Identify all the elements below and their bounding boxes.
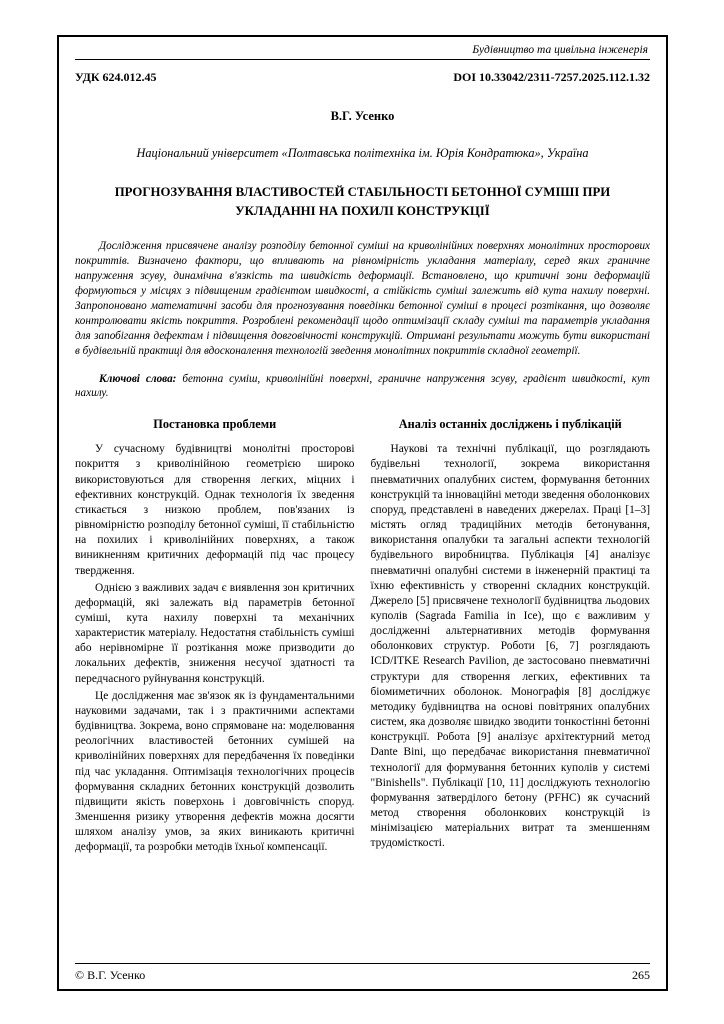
footer-row (75, 964, 650, 983)
left-paragraph-1: У сучасному будівництві монолітні просторові покриття з криволінійною геометрією широко використовуються для створення легких, міцних і ефективних конструкцій. Однак технологія їх зведення стикається з низкою проблем, пов'язаних із рівномірністю розподілу бетонної суміші, її стабільністю на похилих і криволінійних поверхнях, а також виникненням критичних деформацій під час процесу твердження. (75, 443, 355, 577)
header-rule (75, 59, 650, 60)
two-column-body (75, 417, 650, 857)
section-heading-analysis: Аналіз останніх досліджень і публікацій (398, 417, 622, 432)
footer-page-number: 265 (632, 968, 650, 982)
meta-row (75, 70, 650, 85)
keywords-label: Ключові слова: (99, 372, 177, 385)
left-paragraph-2: Однією з важливих задач є виявлення зон критичних деформацій, які залежать від параметрів бетонної суміші, кута нахилу поверхні та механічних характеристик матеріалу. Недостатня стабільність суміші або нерівномірне її розтікання може призводити до локальних дефектів, зниження несучої здатності та передчасного руйнування конструкцій. (75, 581, 355, 685)
journal-title: Будівництво та цивільна інженерія (472, 44, 648, 56)
section-heading-problem: Постановка проблеми (153, 417, 277, 432)
keywords-line (75, 372, 650, 402)
article-title: ПРОГНОЗУВАННЯ ВЛАСТИВОСТЕЙ СТАБІЛЬНОСТІ БЕТОННОЇ СУМІШІ ПРИ УКЛАДАННІ НА ПОХИЛІ КОНСТРУКЦІЇ (114, 185, 611, 219)
left-paragraph-3: Це дослідження має зв'язок як із фундаментальними науковими задачами, так і з практичними аспектами будівництва. Зокрема, воно спрямоване на: моделювання реологічних властивостей бетонних сумішей на криволінійних поверхнях для передбачення їх поведінки під час укладання. Оптимізація технологічних процесів формування складних бетонних конструкцій дозволить підвищити якість поверхонь і довговічність споруд. Зменшення ризику утворення дефектів можна досягти шляхом аналізу умов, за яких виникають критичні деформації, та розробки методів їхньої компенсації. (75, 689, 355, 854)
udc-code: УДК 624.012.45 (75, 70, 157, 84)
footer-copyright: © В.Г. Усенко (75, 968, 146, 982)
right-column (371, 417, 651, 857)
abstract-text: Дослідження присвячене аналізу розподілу бетонної суміші на криволінійних поверхнях монолітних просторових покриттів. Визначено фактори, що впливають на рівномірність укладання матеріалу, серед яких граничне напруження зсуву, динамічна в'язкість та швидкість деформації. Встановлено, що критичні зони деформацій формуються у місцях з підвищеним градієнтом швидкості, а стійкість суміші залежить від кута нахилу поверхні. Запропоновано математичні засоби для прогнозування поведінки бетонної суміші в процесі розтікання, що дозволяє контролювати якість покриття. Розроблені рекомендації щодо оптимізації складу суміші та параметрів укладання для запобігання дефектам і підвищення довговічності конструкцій. Отримані результати можуть бути використані в будівельній практиці для вдосконалення технологій зведення монолітних покриттів складної геометрії. (75, 240, 650, 357)
left-column (75, 417, 355, 857)
page-footer (75, 963, 650, 983)
right-paragraph-1: Наукові та технічні публікації, що розглядають будівельні технології, зокрема використання пневматичних опалубних систем, формування бетонних конструкцій та інноваційні методи зведення оболонкових споруд, представлені в наведених джерелах. Праці [1–3] містять огляд традиційних методів бетонування, використання опалубки та загальні аспекти технологій будівельного виробництва. Публікація [4] аналізує пневматичні опалубні системи в інженерній практиці та їхню ефективність у створенні складних конструкцій. Джерело [5] присвячене технології будівництва льодових куполів (Sagrada Familia in Ice), що є важливим у дослідженні альтернативних методів формування оболонкових структур. Роботи [6, 7] розглядають ICD/ITKE Research Pavilion, де застосовано пневматичні структури для створення легких, ефективних та біомиметичних оболонок. Монографія [8] досліджує методику будівництва на основі повітряних опалубних систем, яка дозволяє швидко зводити тонкостінні бетонні конструкції. Робота [9] аналізує архітектурний метод Dante Bini, що передбачає використання пневматичної технології для формування бетонних куполів у системі "Binishells". Публікації [10, 11] досліджують технологію формування затверділого бетону (PFHC) як сучасний метод створення оболонкових конструкцій із мінімізацією матеріальних витрат та зменшенням трудомісткості. (370, 443, 650, 850)
doi-code: DOI 10.33042/2311-7257.2025.112.1.32 (453, 70, 650, 84)
page-frame (57, 35, 668, 991)
author-name: В.Г. Усенко (330, 109, 395, 123)
keywords-text: бетонна суміш, криволінійні поверхні, граничне напруження зсуву, градієнт швидкості, кут нахилу. (75, 372, 650, 400)
author-affiliation: Національний університет «Полтавська політехніка ім. Юрія Кондратюка», Україна (136, 146, 589, 160)
